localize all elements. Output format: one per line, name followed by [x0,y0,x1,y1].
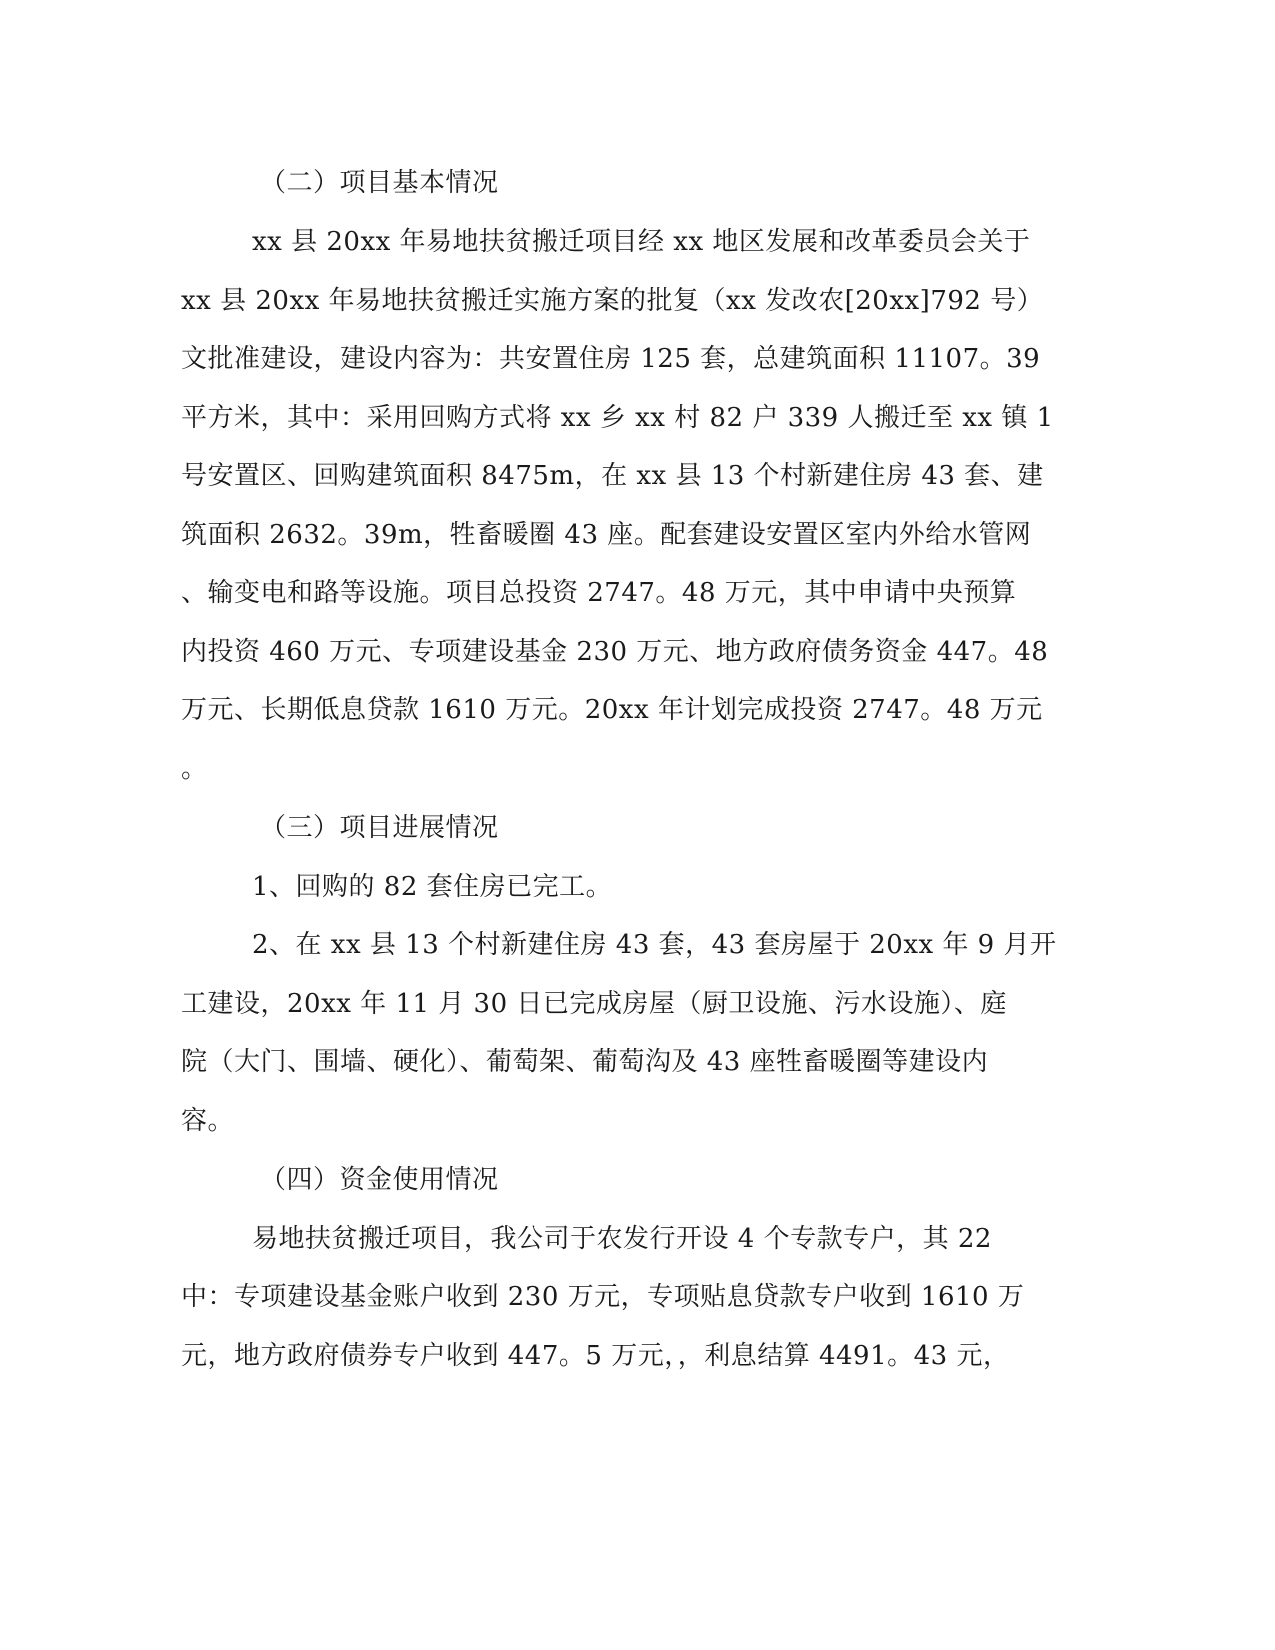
paragraph-line: 平方米，其中：采用回购方式将 xx 乡 xx 村 82 户 339 人搬迁至 xx 镇 1 [181,403,1054,433]
section-heading-3: （三）项目进展情况 [260,813,499,843]
paragraph-line: 工建设，20xx 年 11 月 30 日已完成房屋（厨卫设施、污水设施）、庭 [181,989,1007,1019]
paragraph-line: 号安置区、回购建筑面积 8475m，在 xx 县 13 个村新建住房 43 套、建 [181,461,1044,491]
paragraph-line: 院（大门、围墙、硬化）、葡萄架、葡萄沟及 43 座牲畜暖圈等建设内 [181,1047,989,1077]
paragraph-line: xx 县 20xx 年易地扶贫搬迁项目经 xx 地区发展和改革委员会关于 [252,227,1031,257]
paragraph-line: 易地扶贫搬迁项目，我公司于农发行开设 4 个专款专户，其 22 [252,1224,992,1254]
section-heading-4: （四）资金使用情况 [260,1165,499,1195]
paragraph-line: 容。 [181,1106,235,1136]
paragraph-line: 文批准建设，建设内容为：共安置住房 125 套，总建筑面积 11107。39 [181,344,1041,374]
paragraph-line: 中：专项建设基金账户收到 230 万元，专项贴息贷款专户收到 1610 万 [181,1282,1025,1312]
paragraph-line: 、输变电和路等设施。项目总投资 2747。48 万元，其中申请中央预算 [181,578,1017,608]
paragraph-line: 内投资 460 万元、专项建设基金 230 万元、地方政府债务资金 447。48 [181,637,1049,667]
paragraph-line: 2、在 xx 县 13 个村新建住房 43 套，43 套房屋于 20xx 年 9 月开 [252,930,1057,960]
section-heading-2: （二）项目基本情况 [260,168,499,198]
paragraph-line: 万元、长期低息贷款 1610 万元。20xx 年计划完成投资 2747。48 万元 [181,695,1043,725]
paragraph-line: xx 县 20xx 年易地扶贫搬迁实施方案的批复（xx 发改农[20xx]792 号） [181,286,1044,316]
paragraph-line: 元，地方政府债券专户收到 447。5 万元，，利息结算 4491。43 元， [181,1341,1010,1371]
paragraph-line: 筑面积 2632。39m，牲畜暖圈 43 座。配套建设安置区室内外给水管网 [181,520,1032,550]
paragraph-line: 1、回购的 82 套住房已完工。 [252,872,613,902]
paragraph-line: 。 [181,754,208,784]
